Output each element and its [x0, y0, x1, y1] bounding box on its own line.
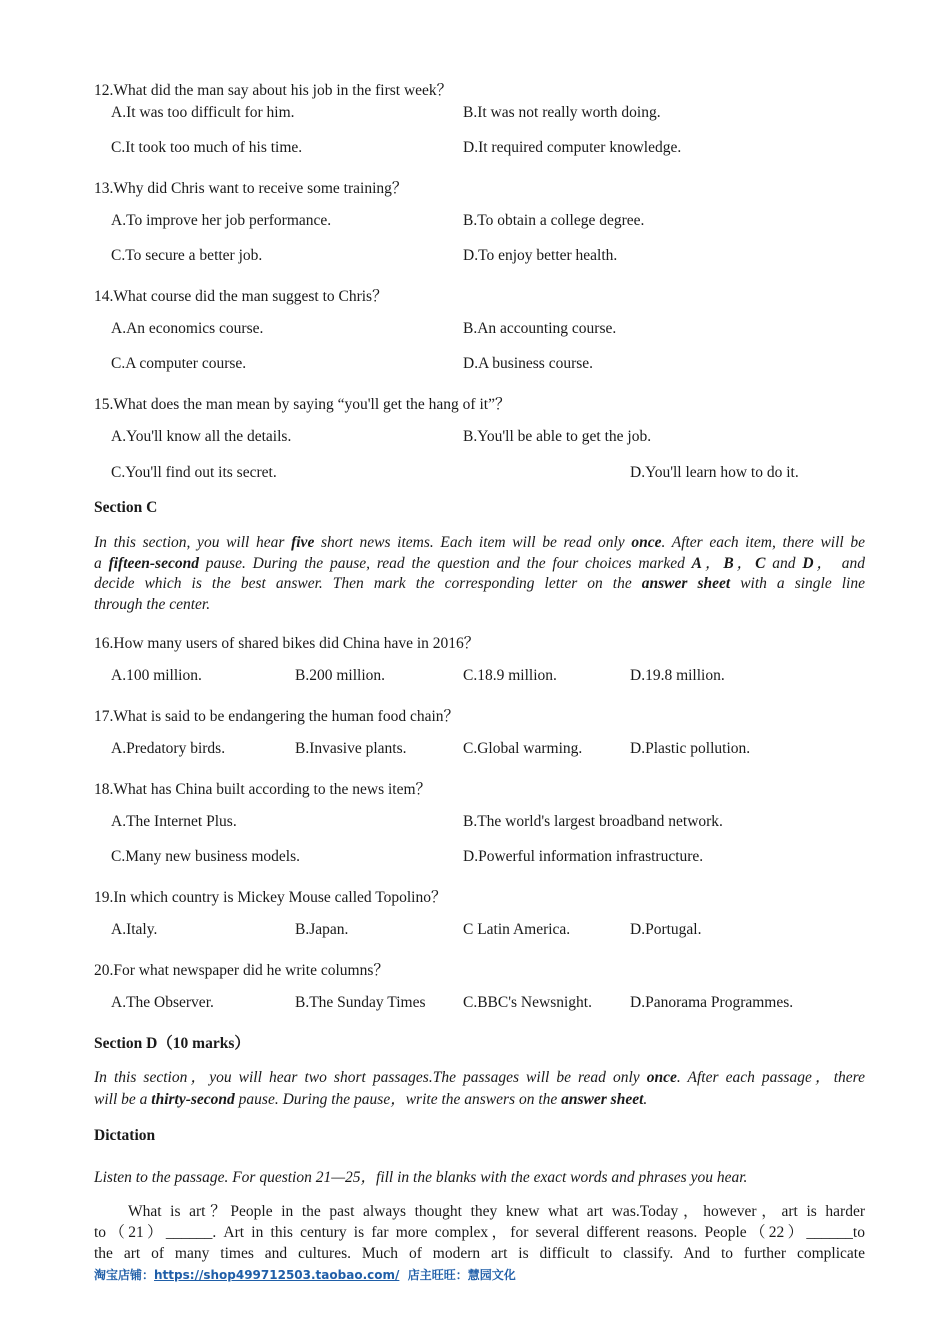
option-15c: C.You'll find out its secret.	[111, 464, 277, 481]
question-19: 19.In which country is Mickey Mouse called Topolino？	[94, 889, 447, 906]
footer-label: 淘宝店铺：	[94, 1268, 155, 1282]
option-16d: D.19.8 million.	[630, 667, 725, 684]
section-c-title: Section C	[94, 499, 158, 516]
option-15b: B.You'll be able to get the job.	[463, 428, 652, 445]
question-20: 20.For what newspaper did he write columns？	[94, 962, 389, 979]
option-12c: C.It took too much of his time.	[111, 139, 303, 156]
option-14d: D.A business course.	[463, 355, 594, 372]
option-17c: C.Global warming.	[463, 740, 583, 757]
question-12: 12.What did the man say about his job in the first week？	[94, 82, 453, 99]
option-17b: B.Invasive plants.	[295, 740, 407, 757]
option-16b: B.200 million.	[295, 667, 385, 684]
footer-owner: 店主旺旺：慧园文化	[399, 1268, 516, 1282]
option-13d: D.To enjoy better health.	[463, 247, 618, 264]
option-13a: A.To improve her job performance.	[111, 212, 332, 229]
dictation-title: Dictation	[94, 1127, 156, 1144]
passage-line: What is art？People in the past always thought they knew what art was.Today，however，art is harder	[128, 1203, 865, 1220]
option-18c: C.Many new business models.	[111, 848, 301, 865]
question-17: 17.What is said to be endangering the human food chain？	[94, 708, 460, 725]
option-18b: B.The world's largest broadband network.	[463, 813, 723, 830]
option-19a: A.Italy.	[111, 921, 158, 938]
option-17a: A.Predatory birds.	[111, 740, 226, 757]
option-13c: C.To secure a better job.	[111, 247, 263, 264]
option-12b: B.It was not really worth doing.	[463, 104, 661, 121]
option-13b: B.To obtain a college degree.	[463, 212, 645, 229]
passage-line: to（21）______. Art in this century is far more complex，for several different reasons. People（22）______to	[94, 1224, 865, 1241]
option-15d: D.You'll learn how to do it.	[630, 464, 799, 481]
option-19b: B.Japan.	[295, 921, 349, 938]
option-16c: C.18.9 million.	[463, 667, 557, 684]
section-d-title: Section D（10 marks）	[94, 1035, 250, 1052]
shop-link[interactable]: https://shop499712503.taobao.com/	[154, 1268, 400, 1282]
option-17d: D.Plastic pollution.	[630, 740, 751, 757]
option-12a: A.It was too difficult for him.	[111, 104, 295, 121]
option-12d: D.It required computer knowledge.	[463, 139, 682, 156]
question-14: 14.What course did the man suggest to Chris？	[94, 288, 388, 305]
section-c-instructions: In this section, you will hear five short news items. Each item will be read only once. After each item, there will be a fifteen-second pause. During the pause, read the question and the four choices marked A，B，C and D， and decide which is the best answer. Then mark the corresponding letter on the answer sheet with a single line through the center.	[94, 534, 866, 613]
option-14a: A.An economics course.	[111, 320, 264, 337]
option-20a: A.The Observer.	[111, 994, 214, 1011]
option-14b: B.An accounting course.	[463, 320, 617, 337]
question-15: 15.What does the man mean by saying “you'll get the hang of it”？	[94, 396, 511, 413]
question-18: 18.What has China built according to the news item？	[94, 781, 432, 798]
dictation-passage	[94, 1201, 865, 1264]
question-13: 13.Why did Chris want to receive some training？	[94, 180, 408, 197]
option-18d: D.Powerful information infrastructure.	[463, 848, 704, 865]
option-20d: D.Panorama Programmes.	[630, 994, 794, 1011]
option-18a: A.The Internet Plus.	[111, 813, 237, 830]
dictation-instruction: Listen to the passage. For question 21—25，fill in the blanks with the exact words and phrases you hear.	[94, 1169, 748, 1186]
option-19c: C Latin America.	[463, 921, 571, 938]
question-16: 16.How many users of shared bikes did China have in 2016？	[94, 635, 480, 652]
passage-line: the art of many times and cultures. Much of modern art is difficult to classify. And to further complicate	[94, 1245, 865, 1262]
option-20c: C.BBC's Newsnight.	[463, 994, 592, 1011]
option-20b: B.The Sunday Times	[295, 994, 426, 1011]
option-15a: A.You'll know all the details.	[111, 428, 292, 445]
section-d-instructions: In this section，you will hear two short passages.The passages will be read only once. After each passage，there will be a thirty-second pause. During the pause，write the answers on the answer sheet.	[94, 1069, 865, 1108]
option-19d: D.Portugal.	[630, 921, 702, 938]
option-14c: C.A computer course.	[111, 355, 247, 372]
shop-footer	[94, 1266, 516, 1283]
option-16a: A.100 million.	[111, 667, 202, 684]
